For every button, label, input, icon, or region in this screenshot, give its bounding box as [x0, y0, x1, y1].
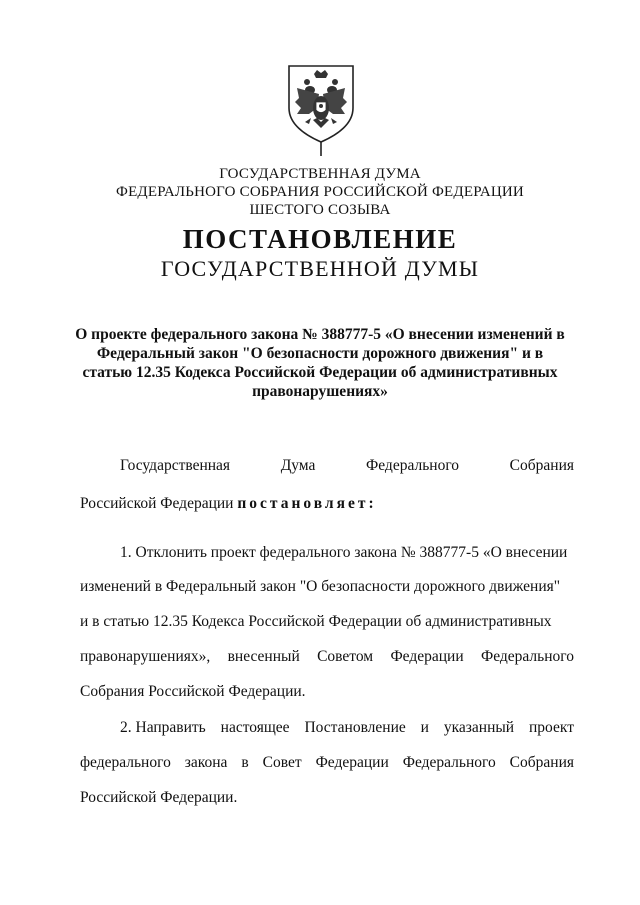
- item2-word: Совет: [262, 754, 302, 771]
- coat-of-arms-icon: [283, 62, 359, 158]
- item2-word: и: [420, 719, 429, 736]
- item1-line: Собрания Российской Федерации.: [80, 683, 306, 700]
- item2-word: Федерального: [402, 754, 496, 771]
- item2-word: Федерации: [315, 754, 389, 771]
- item1-line-justified: [80, 647, 574, 667]
- item2-word: Собрания: [509, 754, 574, 771]
- document-subtitle: ГОСУДАРСТВЕННОЙ ДУМЫ: [160, 256, 480, 281]
- item2-word: проект: [529, 719, 574, 736]
- item1-word: внесенный: [227, 648, 300, 665]
- subject-heading: [70, 325, 570, 401]
- item2-line-justified: [120, 718, 574, 738]
- preamble-word: Собрания: [509, 457, 574, 474]
- subject-line: Федеральный закон "О безопасности дорожного движения" и в: [96, 345, 544, 362]
- preamble-line-1: [120, 456, 574, 476]
- preamble-line-2: [80, 494, 574, 514]
- item1-word: правонарушениях»,: [80, 648, 211, 665]
- item2-word: Постановление: [304, 719, 406, 736]
- item2-line: Российской Федерации.: [80, 789, 238, 806]
- item1-word: Федерации: [390, 648, 464, 665]
- preamble-word: Государственная: [120, 457, 231, 474]
- header-line-federal-assembly: ФЕДЕРАЛЬНОГО СОБРАНИЯ РОССИЙСКОЙ ФЕДЕРАЦИИ: [116, 184, 524, 200]
- subject-line: правонарушениях»: [252, 383, 388, 400]
- header-line-convocation: ШЕСТОГО СОЗЫВА: [249, 202, 391, 218]
- item1-word: Советом: [317, 648, 374, 665]
- item1-line: изменений в Федеральный закон "О безопасности дорожного движения": [80, 578, 561, 595]
- item2-word: 2. Направить: [120, 719, 206, 736]
- item1-line: и в статью 12.35 Кодекса Российской Федерации об административных: [80, 613, 552, 630]
- resolves-word: постановляет:: [237, 495, 377, 512]
- item2-word: в: [241, 754, 249, 771]
- item1-line: 1. Отклонить проект федерального закона № 388777-5 «О внесении: [120, 544, 568, 561]
- subject-line: статью 12.35 Кодекса Российской Федерации об административных: [82, 364, 558, 381]
- item2-line-justified: [80, 753, 574, 773]
- item2-word: настоящее: [220, 719, 290, 736]
- header-line-duma: ГОСУДАРСТВЕННАЯ ДУМА: [219, 166, 421, 182]
- item1-word: Федерального: [480, 648, 574, 665]
- subject-line: О проекте федерального закона № 388777-5 «О внесении изменений в: [75, 326, 565, 343]
- document-title: ПОСТАНОВЛЕНИЕ: [182, 224, 458, 254]
- item2-word: федерального: [80, 754, 171, 771]
- preamble-text: Российской Федерации: [80, 495, 234, 512]
- preamble-word: Федерального: [366, 457, 460, 474]
- item2-word: указанный: [443, 719, 515, 736]
- preamble-word: Дума: [280, 457, 316, 474]
- item2-word: закона: [184, 754, 228, 771]
